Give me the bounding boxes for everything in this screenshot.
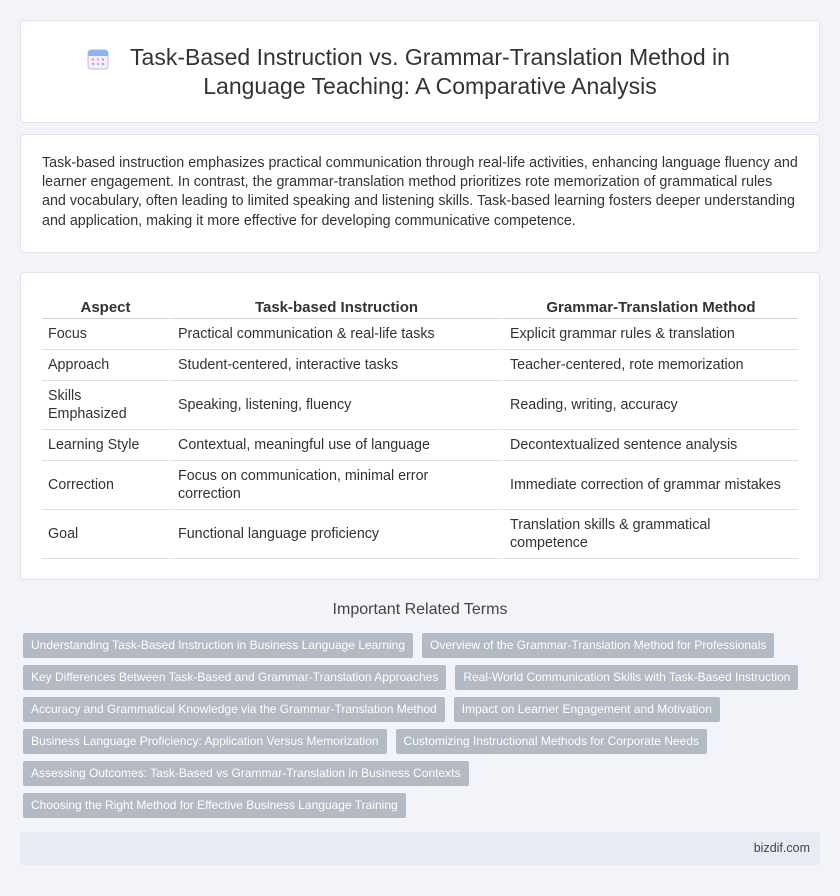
table-header-row: [42, 297, 798, 319]
page-title: Task-Based Instruction vs. Grammar-Translation Method in Language Teaching: A Comparative Analysis: [130, 43, 730, 99]
row-grammar-translation: Immediate correction of grammar mistakes: [501, 461, 798, 510]
row-grammar-translation: Explicit grammar rules & translation: [501, 319, 798, 350]
header-aspect: Aspect: [42, 297, 169, 319]
related-term-tag[interactable]: Choosing the Right Method for Effective Business Language Training: [23, 793, 406, 818]
table-row: [42, 430, 798, 461]
row-grammar-translation: Translation skills & grammatical competence: [501, 510, 798, 559]
footer-site-link[interactable]: bizdif.com: [753, 841, 810, 855]
footer: [20, 832, 820, 865]
row-grammar-translation: Reading, writing, accuracy: [501, 381, 798, 430]
related-term-tag[interactable]: Understanding Task-Based Instruction in Business Language Learning: [23, 633, 413, 658]
comparison-table: [42, 297, 798, 559]
row-task-based: Focus on communication, minimal error correction: [169, 461, 501, 510]
table-row: [42, 381, 798, 430]
table-row: [42, 350, 798, 381]
related-term-tag[interactable]: Key Differences Between Task-Based and Grammar-Translation Approaches: [23, 665, 446, 690]
related-term-tag[interactable]: Assessing Outcomes: Task-Based vs Grammar-Translation in Business Contexts: [23, 761, 469, 786]
row-aspect: Goal: [42, 510, 169, 559]
row-task-based: Practical communication & real-life tasks: [169, 319, 501, 350]
related-term-tag[interactable]: Accuracy and Grammatical Knowledge via the Grammar-Translation Method: [23, 697, 445, 722]
title-card: [20, 20, 820, 123]
table-row: [42, 510, 798, 559]
related-terms-heading: Important Related Terms: [332, 601, 508, 618]
row-task-based: Student-centered, interactive tasks: [169, 350, 501, 381]
related-term-tag[interactable]: Business Language Proficiency: Application Versus Memorization: [23, 729, 387, 754]
row-task-based: Contextual, meaningful use of language: [169, 430, 501, 461]
row-aspect: Focus: [42, 319, 169, 350]
row-aspect: Approach: [42, 350, 169, 381]
related-term-tag[interactable]: Customizing Instructional Methods for Corporate Needs: [396, 729, 707, 754]
related-term-tag[interactable]: Impact on Learner Engagement and Motivation: [454, 697, 720, 722]
comparison-table-card: [20, 272, 820, 580]
row-task-based: Functional language proficiency: [169, 510, 501, 559]
related-term-tag[interactable]: Real-World Communication Skills with Task-Based Instruction: [455, 665, 798, 690]
row-task-based: Speaking, listening, fluency: [169, 381, 501, 430]
header-task-based: Task-based Instruction: [169, 297, 501, 319]
row-aspect: Skills Emphasized: [42, 381, 169, 430]
intro-card: [20, 134, 820, 253]
intro-paragraph: Task-based instruction emphasizes practical communication through real-life activities, enhancing language fluency and learner engagement. In contrast, the grammar-translation method prioritizes rote memorization of grammatical rules and vocabulary, often leading to limited speaking and listening skills. Task-based learning fosters deeper understanding and application, making it more effective for developing communicative competence.: [42, 155, 798, 229]
row-aspect: Correction: [42, 461, 169, 510]
table-row: [42, 461, 798, 510]
header-grammar-translation: Grammar-Translation Method: [501, 297, 798, 319]
row-aspect: Learning Style: [42, 430, 169, 461]
row-grammar-translation: Decontextualized sentence analysis: [501, 430, 798, 461]
related-terms-list: [23, 633, 803, 825]
row-grammar-translation: Teacher-centered, rote memorization: [501, 350, 798, 381]
related-term-tag[interactable]: Overview of the Grammar-Translation Method for Professionals: [422, 633, 774, 658]
table-row: [42, 319, 798, 350]
